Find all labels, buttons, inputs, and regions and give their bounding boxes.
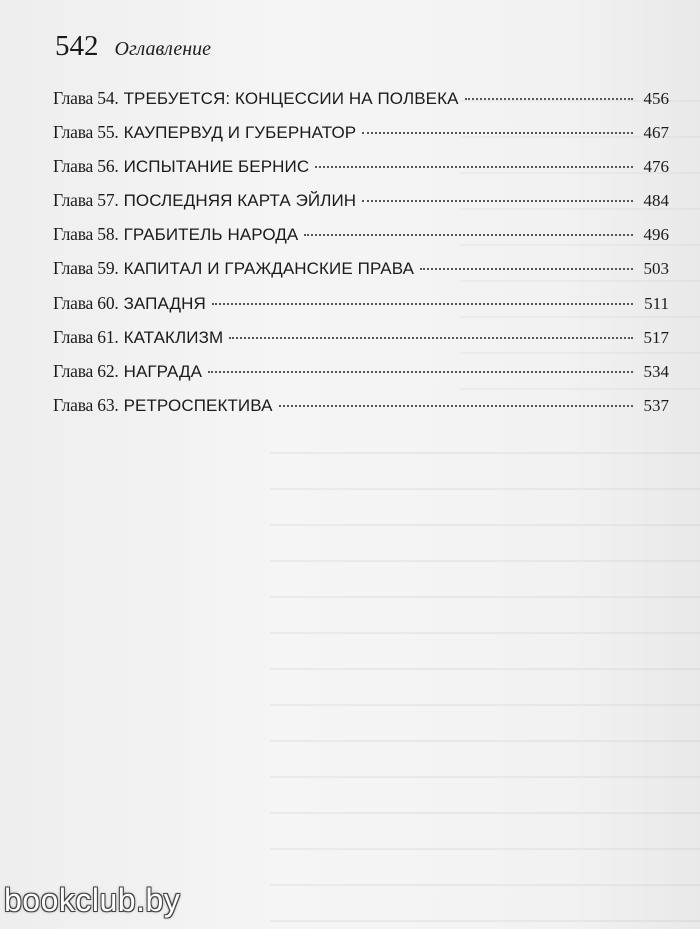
toc-page-number: 537 (643, 395, 669, 415)
dot-leader (362, 199, 633, 202)
dot-leader (304, 233, 633, 236)
toc-chapter-title: ГРАБИТЕЛЬ НАРОДА (123, 225, 299, 245)
page-number: 542 (55, 30, 99, 62)
toc-entry (53, 251, 669, 285)
toc-chapter-title: ЗАПАДНЯ (123, 293, 206, 313)
toc-chapter-number: Глава 54. (53, 88, 119, 108)
toc-chapter-number: Глава 58. (53, 224, 119, 245)
toc-chapter-title: ПОСЛЕДНЯЯ КАРТА ЭЙЛИН (123, 191, 357, 211)
table-of-contents (53, 81, 669, 422)
toc-chapter-number: Глава 59. (53, 258, 119, 279)
dot-leader (229, 336, 633, 339)
dot-leader (208, 370, 633, 373)
toc-chapter-title: НАГРАДА (123, 361, 203, 381)
toc-chapter-title: КАПИТАЛ И ГРАЖДАНСКИЕ ПРАВА (123, 259, 415, 279)
dot-leader (212, 302, 633, 305)
watermark: bookclub.by (4, 882, 181, 918)
toc-page-number: 517 (643, 327, 669, 347)
toc-page-number: 476 (643, 157, 669, 177)
toc-chapter-number: Глава 55. (53, 122, 119, 143)
toc-chapter-number: Глава 61. (53, 326, 119, 347)
toc-page-number: 534 (643, 361, 669, 381)
toc-page-number: 456 (643, 89, 669, 108)
bleed-through-text (270, 440, 700, 929)
toc-entry (53, 115, 669, 149)
toc-entry (53, 354, 669, 388)
toc-chapter-number: Глава 63. (53, 394, 119, 415)
toc-entry (53, 81, 669, 115)
toc-chapter-title: РЕТРОСПЕКТИВА (123, 395, 273, 415)
toc-chapter-title: ТРЕБУЕТСЯ: КОНЦЕССИИ НА ПОЛВЕКА (123, 89, 459, 108)
toc-chapter-title: КАТАКЛИЗМ (123, 327, 224, 347)
toc-page-number: 503 (643, 259, 669, 279)
toc-entry (53, 149, 669, 183)
toc-entry (53, 320, 669, 354)
dot-leader (315, 165, 633, 168)
toc-page-number: 511 (644, 293, 669, 313)
toc-chapter-title: КАУПЕРВУД И ГУБЕРНАТОР (123, 123, 357, 143)
toc-page-number: 467 (643, 123, 669, 143)
toc-page-number: 496 (643, 225, 669, 245)
dot-leader (362, 131, 633, 134)
toc-entry (53, 183, 669, 217)
toc-entry (53, 286, 669, 320)
toc-chapter-number: Глава 60. (53, 292, 119, 313)
toc-page-number: 484 (643, 191, 669, 211)
dot-leader (279, 404, 633, 407)
toc-chapter-title: ИСПЫТАНИЕ БЕРНИС (123, 157, 310, 177)
dot-leader (420, 267, 633, 270)
toc-entry (53, 217, 669, 251)
toc-chapter-number: Глава 62. (53, 360, 119, 381)
page-header (55, 30, 211, 63)
running-title: Оглавление (114, 38, 212, 60)
toc-chapter-number: Глава 57. (53, 190, 119, 211)
toc-entry (53, 388, 669, 422)
dot-leader (465, 97, 633, 100)
toc-chapter-number: Глава 56. (53, 156, 119, 177)
